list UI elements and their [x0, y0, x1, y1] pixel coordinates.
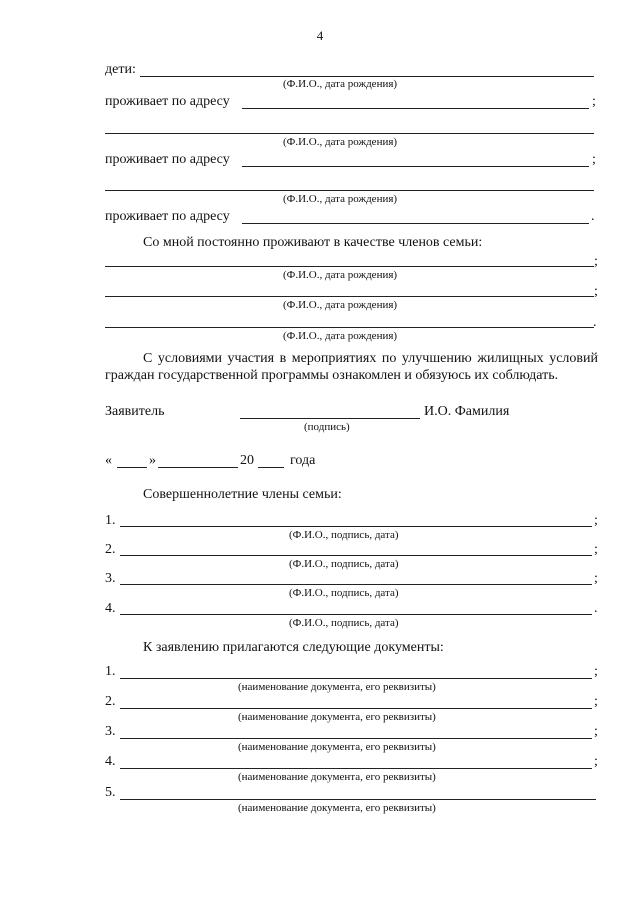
children-fio-field[interactable]	[140, 76, 594, 77]
page-number: 4	[316, 28, 324, 43]
date-open-quote: «	[105, 453, 112, 468]
document-caption: (наименование документа, его реквизиты)	[238, 681, 436, 693]
family-caption-2: (Ф.И.О., дата рождения)	[283, 299, 398, 311]
adult-member-end: ;	[594, 571, 598, 586]
adult-members-heading: Совершеннолетние члены семьи:	[143, 487, 342, 502]
adult-member-field[interactable]	[120, 614, 592, 615]
family-field-3[interactable]	[105, 327, 594, 328]
family-heading: Со мной постоянно проживают в качестве членов семьи:	[143, 235, 483, 250]
address-field-2[interactable]	[242, 166, 589, 167]
adult-member-field[interactable]	[120, 526, 592, 527]
family-field-2[interactable]	[105, 296, 594, 297]
documents-heading: К заявлению прилагаются следующие документы:	[143, 640, 444, 655]
document-field[interactable]	[120, 738, 592, 739]
document-end: ;	[594, 694, 598, 709]
child-fio-field-3[interactable]	[105, 190, 594, 191]
adult-member-caption: (Ф.И.О., подпись, дата)	[289, 587, 399, 599]
agreement-paragraph: С условиями участия в мероприятиях по улучшению жилищных условий граждан государственной программы ознакомлен и обязуюсь их соблюдать.	[105, 351, 598, 383]
document-field[interactable]	[120, 678, 592, 679]
date-month-field[interactable]	[158, 467, 238, 468]
document-end: ;	[594, 754, 598, 769]
adult-member-caption: (Ф.И.О., подпись, дата)	[289, 558, 399, 570]
child-fio-caption-3: (Ф.И.О., дата рождения)	[283, 193, 398, 205]
family-end-3: .	[593, 315, 597, 330]
address-label-1: проживает по адресу	[105, 94, 230, 109]
address-field-3[interactable]	[242, 223, 589, 224]
document-field[interactable]	[120, 768, 592, 769]
address-label-3: проживает по адресу	[105, 209, 230, 224]
adult-member-num: 2.	[105, 542, 116, 557]
document-num: 2.	[105, 694, 116, 709]
applicant-name: И.О. Фамилия	[424, 404, 510, 419]
document-num: 1.	[105, 664, 116, 679]
document-end: ;	[594, 664, 598, 679]
document-caption: (наименование документа, его реквизиты)	[238, 741, 436, 753]
applicant-label: Заявитель	[105, 404, 165, 419]
adult-member-end: ;	[594, 542, 598, 557]
adult-member-end: ;	[594, 513, 598, 528]
address-end-2: ;	[592, 152, 596, 167]
document-caption: (наименование документа, его реквизиты)	[238, 711, 436, 723]
date-century: 20	[240, 453, 254, 468]
adult-member-num: 3.	[105, 571, 116, 586]
document-field[interactable]	[120, 799, 596, 800]
adult-member-end: .	[594, 601, 598, 616]
document-num: 4.	[105, 754, 116, 769]
adult-member-num: 1.	[105, 513, 116, 528]
document-field[interactable]	[120, 708, 592, 709]
applicant-signature-field[interactable]	[240, 418, 420, 419]
document-num: 5.	[105, 785, 116, 800]
child-fio-caption-2: (Ф.И.О., дата рождения)	[283, 136, 398, 148]
adult-member-field[interactable]	[120, 555, 592, 556]
children-label: дети:	[105, 62, 136, 77]
document-caption: (наименование документа, его реквизиты)	[238, 802, 436, 814]
address-field-1[interactable]	[242, 108, 589, 109]
address-end-3: .	[591, 209, 595, 224]
address-end-1: ;	[592, 94, 596, 109]
family-field-1[interactable]	[105, 266, 594, 267]
address-label-2: проживает по адресу	[105, 152, 230, 167]
adult-member-field[interactable]	[120, 584, 592, 585]
family-end-1: ;	[594, 254, 598, 269]
family-caption-1: (Ф.И.О., дата рождения)	[283, 269, 398, 281]
date-suffix: года	[290, 453, 316, 468]
document-num: 3.	[105, 724, 116, 739]
children-fio-caption: (Ф.И.О., дата рождения)	[283, 78, 398, 90]
family-caption-3: (Ф.И.О., дата рождения)	[283, 330, 398, 342]
child-fio-field-2[interactable]	[105, 133, 594, 134]
signature-caption: (подпись)	[304, 421, 350, 433]
date-day-field[interactable]	[117, 467, 147, 468]
document-end: ;	[594, 724, 598, 739]
adult-member-caption: (Ф.И.О., подпись, дата)	[289, 617, 399, 629]
date-close-quote: »	[149, 453, 156, 468]
family-end-2: ;	[594, 284, 598, 299]
document-caption: (наименование документа, его реквизиты)	[238, 771, 436, 783]
adult-member-num: 4.	[105, 601, 116, 616]
date-year-field[interactable]	[258, 467, 284, 468]
adult-member-caption: (Ф.И.О., подпись, дата)	[289, 529, 399, 541]
